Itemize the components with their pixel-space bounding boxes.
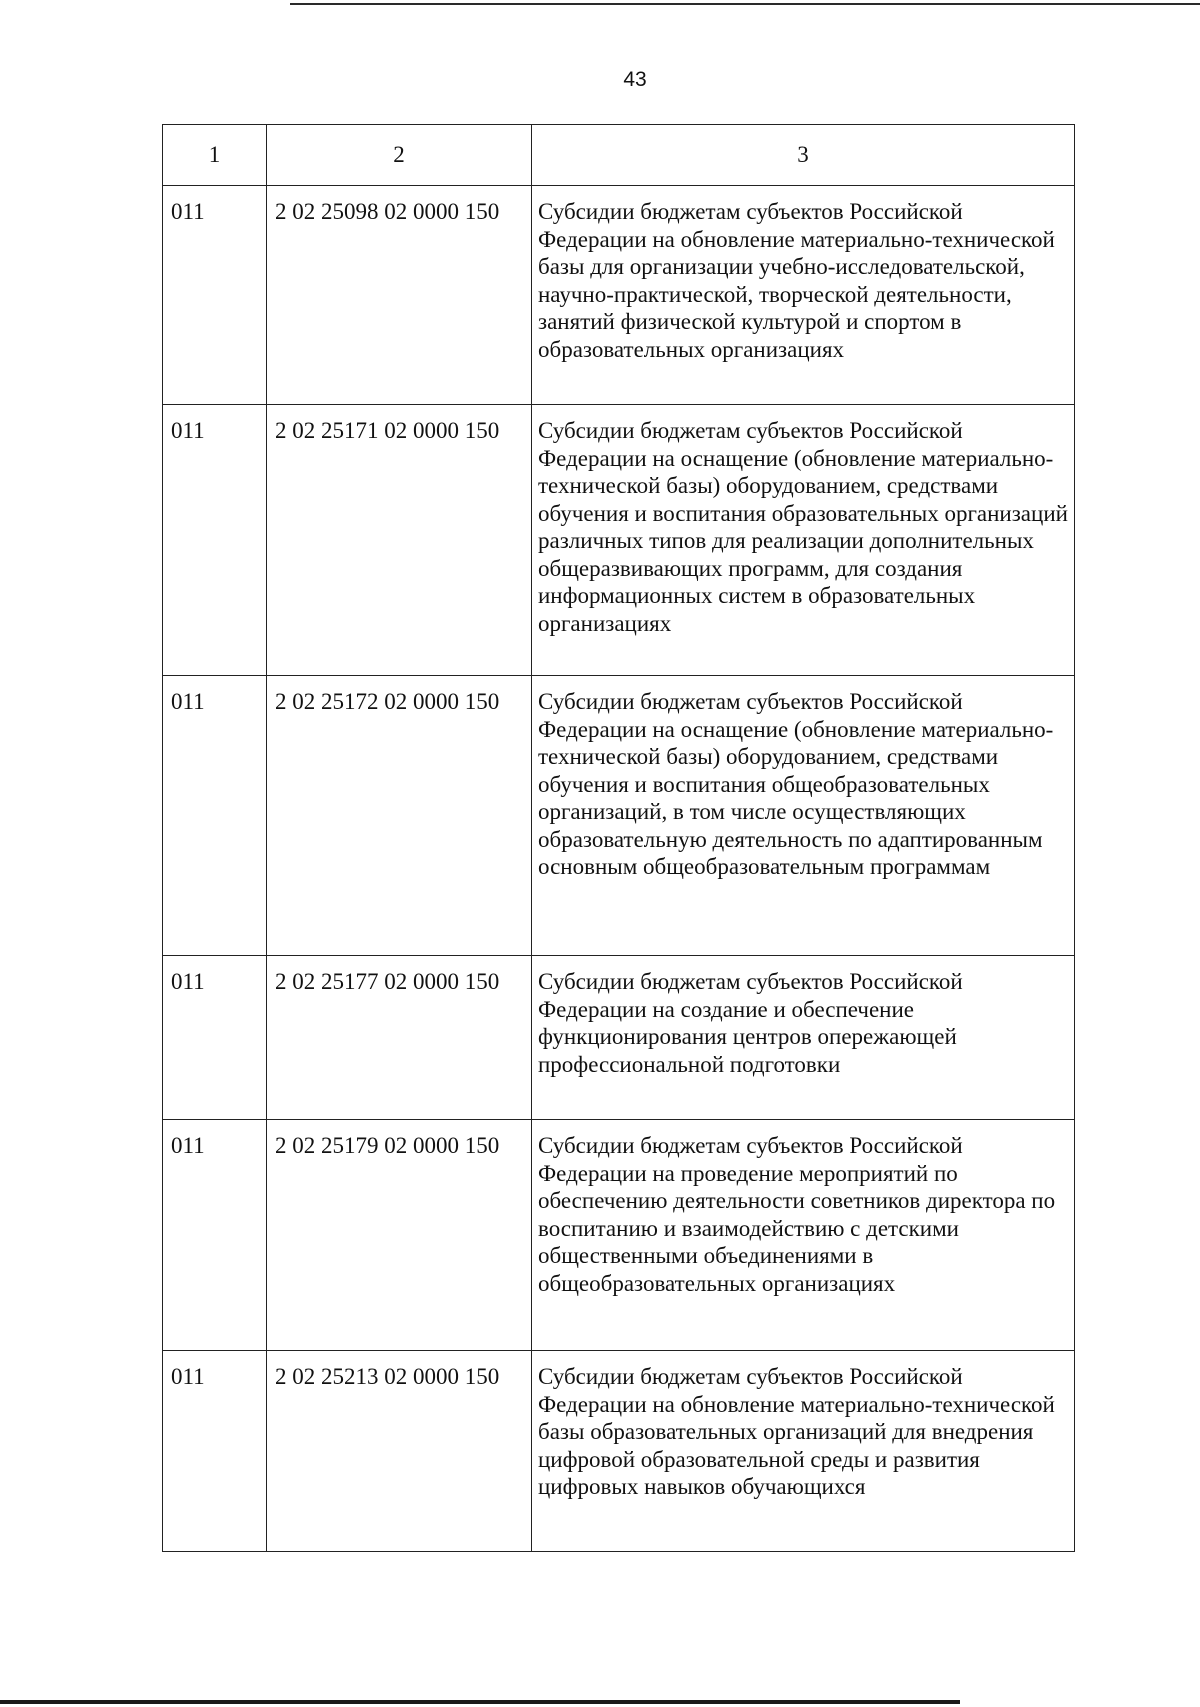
kbk-code-cell: 2 02 25098 02 0000 150 — [267, 186, 532, 405]
header-cell-2: 2 — [267, 125, 532, 186]
budget-codes-table — [162, 124, 1075, 1552]
description-cell: Субсидии бюджетам субъектов Российской Федерации на проведение мероприятий по обеспечению деятельности советников директора по воспитанию и взаимодействию с детскими общественными объединениями в общеобразовательных организациях — [532, 1120, 1075, 1351]
table-row — [163, 676, 1075, 956]
admin-code-cell: 011 — [163, 405, 267, 676]
table-row — [163, 186, 1075, 405]
admin-code-cell: 011 — [163, 1351, 267, 1552]
kbk-code-cell: 2 02 25171 02 0000 150 — [267, 405, 532, 676]
table-header-row — [163, 125, 1075, 186]
description-cell: Субсидии бюджетам субъектов Российской Федерации на создание и обеспечение функционирования центров опережающей профессиональной подготовки — [532, 956, 1075, 1120]
admin-code-cell: 011 — [163, 1120, 267, 1351]
page-number: 43 — [623, 68, 647, 91]
top-rule — [290, 3, 1200, 5]
table-row — [163, 405, 1075, 676]
admin-code-cell: 011 — [163, 676, 267, 956]
kbk-code-cell: 2 02 25213 02 0000 150 — [267, 1351, 532, 1552]
kbk-code-cell: 2 02 25177 02 0000 150 — [267, 956, 532, 1120]
kbk-code-cell: 2 02 25172 02 0000 150 — [267, 676, 532, 956]
header-cell-3: 3 — [532, 125, 1075, 186]
table-row — [163, 956, 1075, 1120]
description-cell: Субсидии бюджетам субъектов Российской Федерации на обновление материально-технической базы для организации учебно-исследовательской, научно-практической, творческой деятельности, занятий физической культурой и спортом в образовательных организациях — [532, 186, 1075, 405]
header-cell-1: 1 — [163, 125, 267, 186]
admin-code-cell: 011 — [163, 956, 267, 1120]
description-cell: Субсидии бюджетам субъектов Российской Федерации на обновление материально-технической базы образовательных организаций для внедрения цифровой образовательной среды и развития цифровых навыков обучающихся — [532, 1351, 1075, 1552]
description-cell: Субсидии бюджетам субъектов Российской Федерации на оснащение (обновление материально-технической базы) оборудованием, средствами обучения и воспитания общеобразовательных организаций, в том числе осуществляющих образовательную деятельность по адаптированным основным общеобразовательным программам — [532, 676, 1075, 956]
table-row — [163, 1120, 1075, 1351]
description-cell: Субсидии бюджетам субъектов Российской Федерации на оснащение (обновление материально-технической базы) оборудованием, средствами обучения и воспитания образовательных организаций различных типов для реализации дополнительных общеразвивающих программ, для создания информационных систем в образовательных организациях — [532, 405, 1075, 676]
table-row — [163, 1351, 1075, 1552]
kbk-code-cell: 2 02 25179 02 0000 150 — [267, 1120, 532, 1351]
admin-code-cell: 011 — [163, 186, 267, 405]
bottom-rule — [0, 1700, 960, 1704]
